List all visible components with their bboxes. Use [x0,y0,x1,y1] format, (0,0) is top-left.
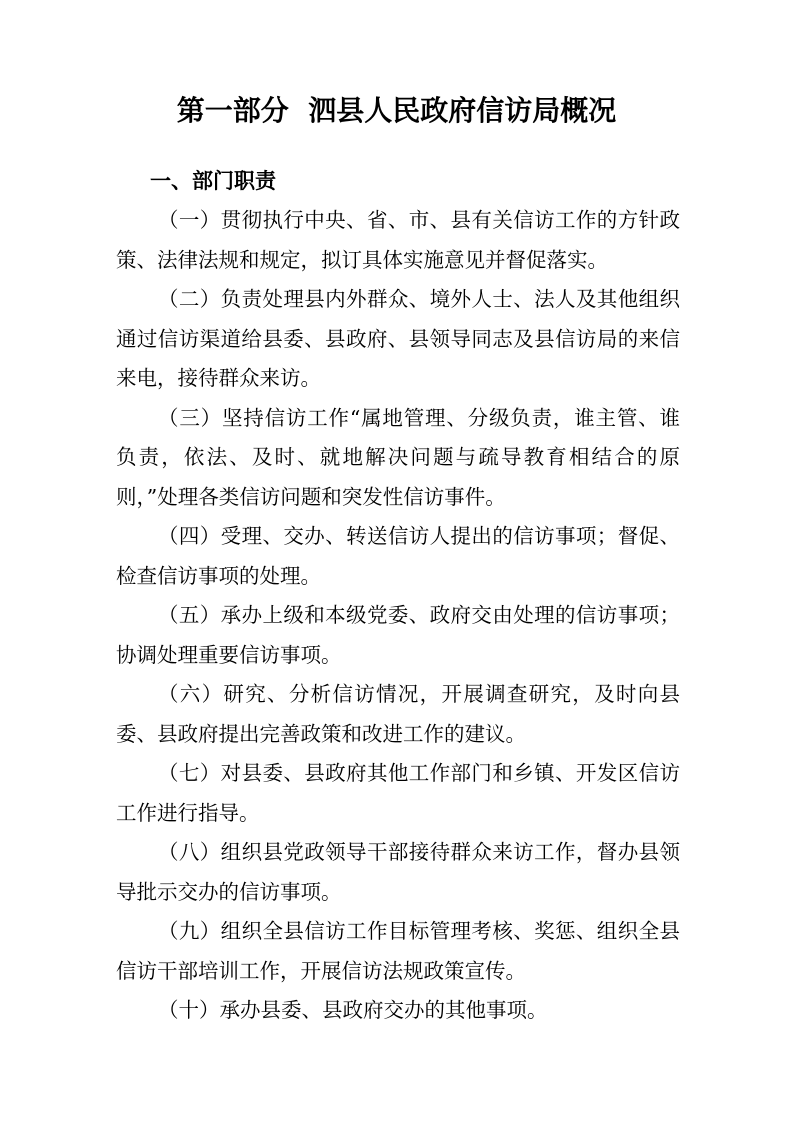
section-heading: 一、部门职责 [150,169,276,193]
page-title: 第一部分 泗县人民政府信访局概况 [176,94,617,127]
paragraph-duty-4: （四）受理、交办、转送信访人提出的信访事项；督促、检查信访事项的处理。 [116,524,680,588]
paragraph-duty-3: （三）坚持信访工作“属地管理、分级负责，谁主管、谁负责，依法、及时、就地解决问题与疏导教育相结合的原则，”处理各类信访问题和突发性信访事件。 [116,405,680,509]
body-text [116,201,680,1031]
paragraph-duty-5: （五）承办上级和本级党委、政府交由处理的信访事项；协调处理重要信访事项。 [116,603,680,667]
paragraph-duty-7: （七）对县委、县政府其他工作部门和乡镇、开发区信访工作进行指导。 [116,761,680,825]
paragraph-duty-1: （一）贯彻执行中央、省、市、县有关信访工作的方针政策、法律法规和规定，拟订具体实施意见并督促落实。 [116,208,680,272]
paragraph-duty-8: （八）组织县党政领导干部接待群众来访工作，督办县领导批示交办的信访事项。 [116,840,680,904]
paragraph-duty-6: （六）研究、分析信访情况，开展调查研究，及时向县委、县政府提出完善政策和改进工作的建议。 [116,682,680,746]
paragraph-duty-10: （十）承办县委、县政府交办的其他事项。 [158,998,548,1022]
paragraph-duty-2: （二）负责处理县内外群众、境外人士、法人及其他组织通过信访渠道给县委、县政府、县领导同志及县信访局的来信来电，接待群众来访。 [116,287,680,390]
paragraph-duty-9: （九）组织全县信访工作目标管理考核、奖惩、组织全县信访干部培训工作，开展信访法规政策宣传。 [116,919,680,983]
